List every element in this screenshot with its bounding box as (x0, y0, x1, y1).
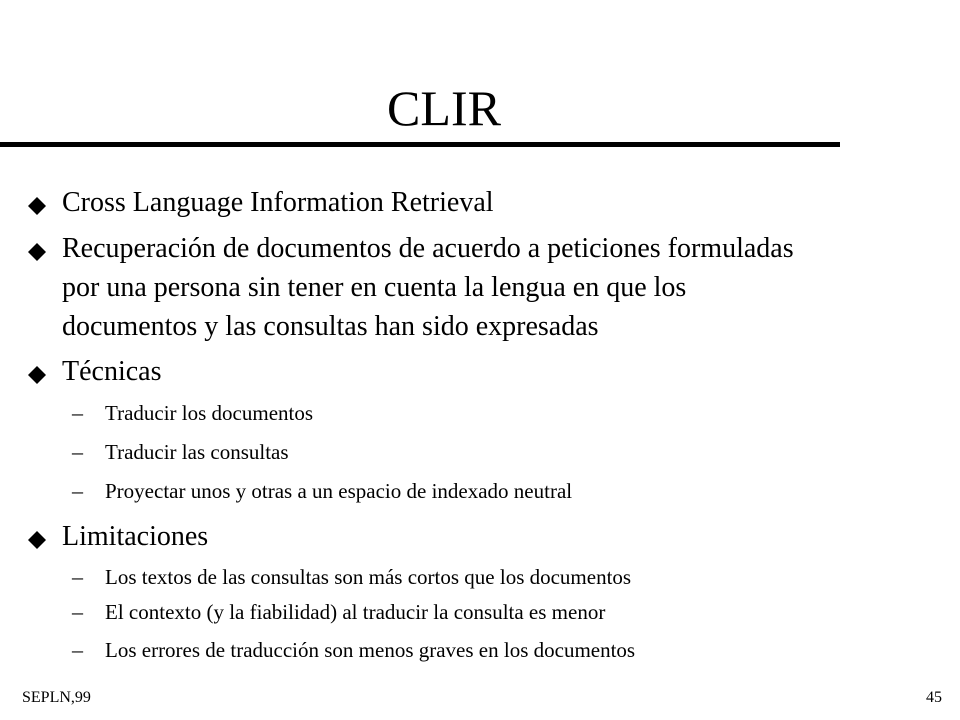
bullet-text-line: Recuperación de documentos de acuerdo a peticiones formuladas (62, 233, 794, 264)
bullet-text: Cross Language Information Retrieval (62, 187, 494, 218)
footer-source: SEPLN,99 (22, 689, 91, 706)
diamond-bullet-icon (28, 366, 46, 384)
sub-bullet-text: Los errores de traducción son menos graves en los documentos (105, 638, 636, 662)
bullet-text: Limitaciones (62, 521, 209, 552)
sub-bullet-dash: – (72, 400, 83, 425)
sub-bullet-dash: – (72, 599, 83, 624)
title-underline (0, 142, 840, 147)
page-number: 45 (926, 689, 942, 706)
sub-bullet-dash: – (72, 637, 83, 662)
sub-bullet-text: El contexto (y la fiabilidad) al traducir la consulta es menor (105, 600, 606, 624)
sub-bullet-text: Proyectar unos y otras a un espacio de indexado neutral (105, 479, 573, 503)
sub-bullet-text: Los textos de las consultas son más cortos que los documentos (105, 565, 632, 589)
sub-bullet-dash: – (72, 439, 83, 464)
sub-bullet-dash: – (72, 564, 83, 589)
diamond-bullet-icon (28, 531, 46, 549)
sub-bullet-text: Traducir los documentos (105, 401, 314, 425)
sub-bullet-dash: – (72, 478, 83, 503)
bullet-text-line: documentos y las consultas han sido expresadas (62, 311, 599, 342)
bullet-text: Técnicas (62, 356, 162, 387)
bullet-text-line: por una persona sin tener en cuenta la lengua en que los (62, 272, 687, 303)
slide-title: CLIR (387, 80, 501, 136)
sub-bullet-text: Traducir las consultas (105, 440, 289, 464)
diamond-bullet-icon (28, 197, 46, 215)
diamond-bullet-icon (28, 243, 46, 261)
